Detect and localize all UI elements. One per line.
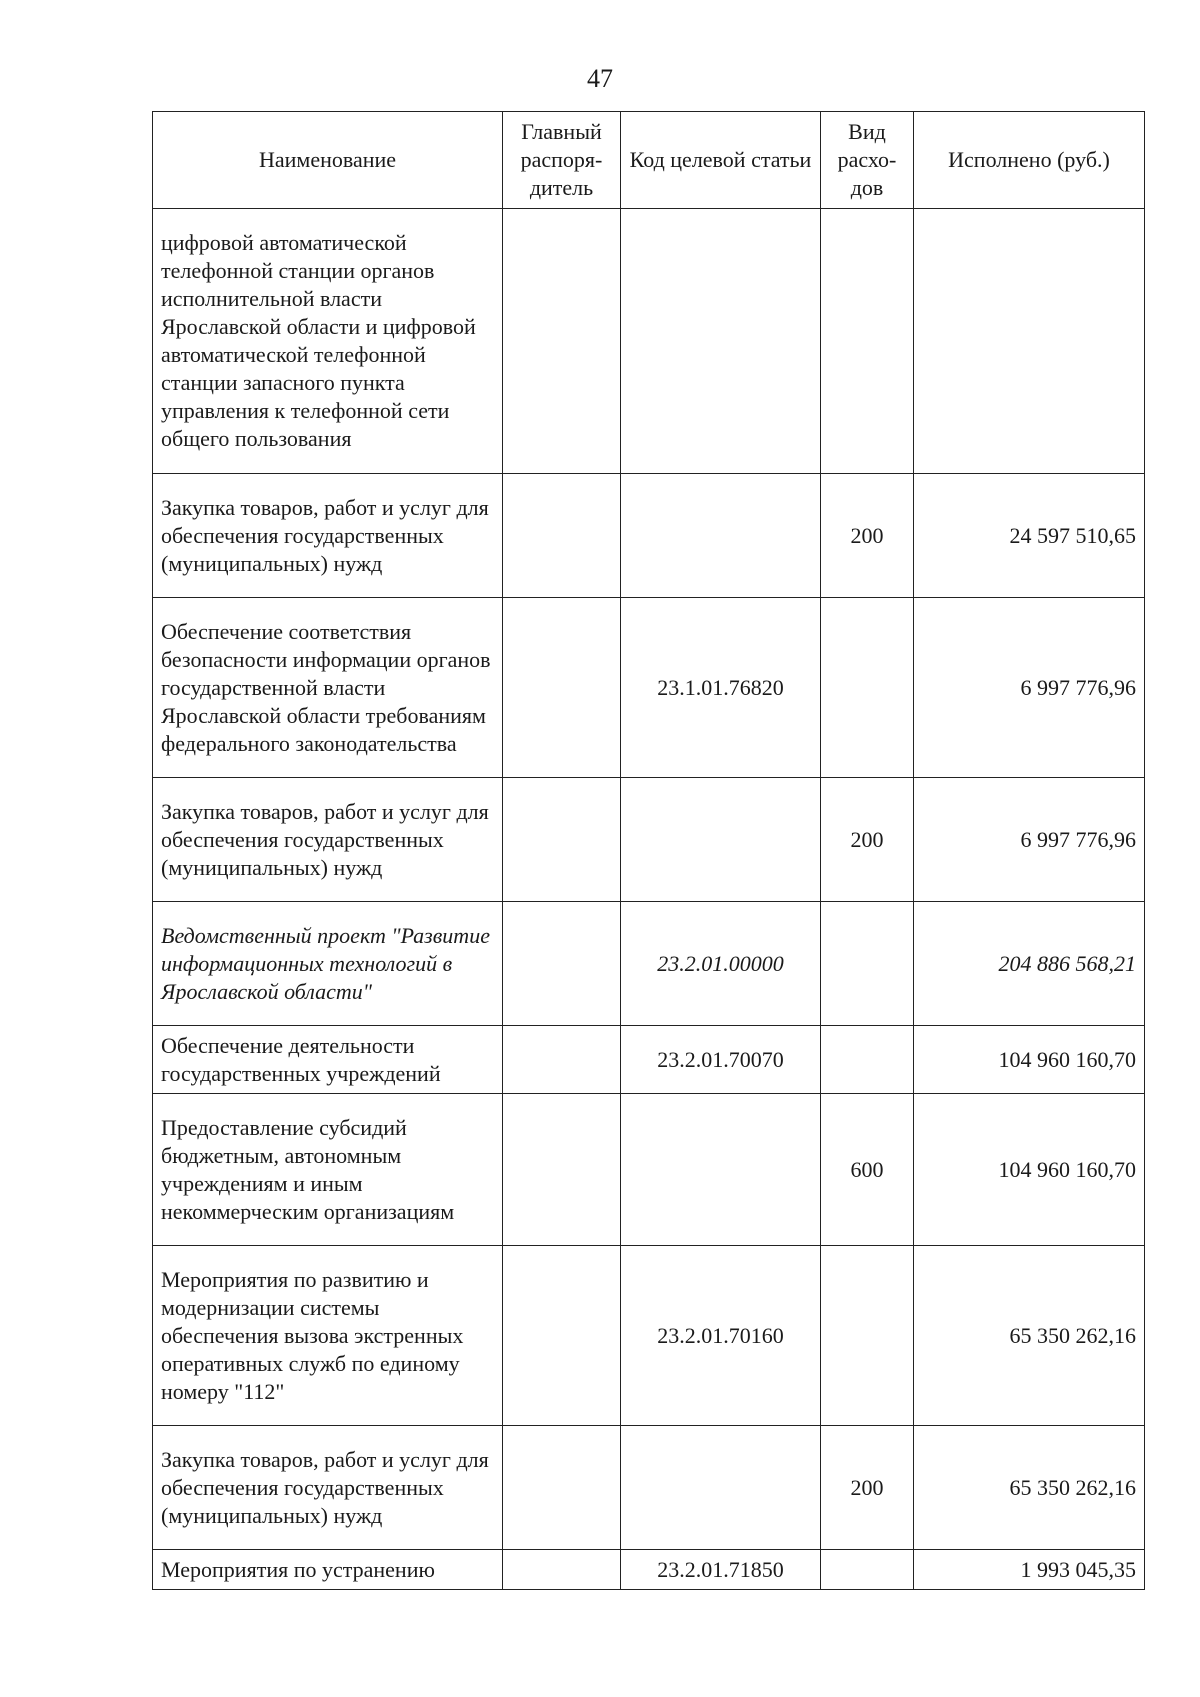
row-manager <box>503 1094 621 1246</box>
table-row <box>153 1246 1145 1426</box>
row-amount: 1 993 045,35 <box>914 1550 1145 1590</box>
row-manager <box>503 1026 621 1094</box>
row-manager <box>503 598 621 778</box>
row-amount: 65 350 262,16 <box>914 1426 1145 1550</box>
row-manager <box>503 778 621 902</box>
row-amount: 104 960 160,70 <box>914 1026 1145 1094</box>
row-type: 200 <box>821 778 914 902</box>
row-name: Обеспечение соответствия безопасности информации органов государственной власти Ярославской области требованиям федерального законодательства <box>153 598 503 778</box>
row-name: Закупка товаров, работ и услуг для обеспечения государственных (муниципальных) нужд <box>153 474 503 598</box>
row-code: 23.2.01.00000 <box>621 902 821 1026</box>
row-type <box>821 1550 914 1590</box>
row-manager <box>503 209 621 474</box>
budget-table <box>152 111 1145 1590</box>
header-manager: Главный распоря-дитель <box>503 112 621 209</box>
table-row <box>153 598 1145 778</box>
header-code: Код целевой статьи <box>621 112 821 209</box>
row-name: цифровой автоматической телефонной станции органов исполнительной власти Ярославской области и цифровой автоматической телефонной станции запасного пункта управления к телефонной сети общего пользования <box>153 209 503 474</box>
table-header-row <box>153 112 1145 209</box>
row-amount: 24 597 510,65 <box>914 474 1145 598</box>
row-name: Ведомственный проект "Развитие информационных технологий в Ярославской области" <box>153 902 503 1026</box>
row-manager <box>503 902 621 1026</box>
table-row <box>153 1426 1145 1550</box>
table-row <box>153 474 1145 598</box>
row-code: 23.1.01.76820 <box>621 598 821 778</box>
row-name: Мероприятия по развитию и модернизации системы обеспечения вызова экстренных оперативных служб по единому номеру "112" <box>153 1246 503 1426</box>
row-amount: 65 350 262,16 <box>914 1246 1145 1426</box>
row-type <box>821 1026 914 1094</box>
row-amount: 104 960 160,70 <box>914 1094 1145 1246</box>
row-type <box>821 209 914 474</box>
row-amount: 204 886 568,21 <box>914 902 1145 1026</box>
row-type <box>821 902 914 1026</box>
row-name: Закупка товаров, работ и услуг для обеспечения государственных (муниципальных) нужд <box>153 778 503 902</box>
header-amount: Исполнено (руб.) <box>914 112 1145 209</box>
row-amount: 6 997 776,96 <box>914 778 1145 902</box>
row-type: 600 <box>821 1094 914 1246</box>
row-manager <box>503 1426 621 1550</box>
row-amount: 6 997 776,96 <box>914 598 1145 778</box>
row-amount <box>914 209 1145 474</box>
row-name: Закупка товаров, работ и услуг для обеспечения государственных (муниципальных) нужд <box>153 1426 503 1550</box>
row-code: 23.2.01.71850 <box>621 1550 821 1590</box>
header-type: Вид расхо-дов <box>821 112 914 209</box>
table-row <box>153 1094 1145 1246</box>
row-type: 200 <box>821 474 914 598</box>
row-code <box>621 1426 821 1550</box>
header-name: Наименование <box>153 112 503 209</box>
row-code <box>621 474 821 598</box>
row-code <box>621 1094 821 1246</box>
page-number: 47 <box>587 64 613 93</box>
table-row <box>153 778 1145 902</box>
row-code: 23.2.01.70070 <box>621 1026 821 1094</box>
row-name: Обеспечение деятельности государственных учреждений <box>153 1026 503 1094</box>
row-name: Мероприятия по устранению <box>153 1550 503 1590</box>
row-code <box>621 778 821 902</box>
row-type <box>821 1246 914 1426</box>
row-code <box>621 209 821 474</box>
row-name: Предоставление субсидий бюджетным, автономным учреждениям и иным некоммерческим организациям <box>153 1094 503 1246</box>
table-row <box>153 1026 1145 1094</box>
table-row <box>153 902 1145 1026</box>
table-row <box>153 209 1145 474</box>
table-row <box>153 1550 1145 1590</box>
row-manager <box>503 1550 621 1590</box>
row-manager <box>503 474 621 598</box>
row-type: 200 <box>821 1426 914 1550</box>
row-manager <box>503 1246 621 1426</box>
row-type <box>821 598 914 778</box>
row-code: 23.2.01.70160 <box>621 1246 821 1426</box>
